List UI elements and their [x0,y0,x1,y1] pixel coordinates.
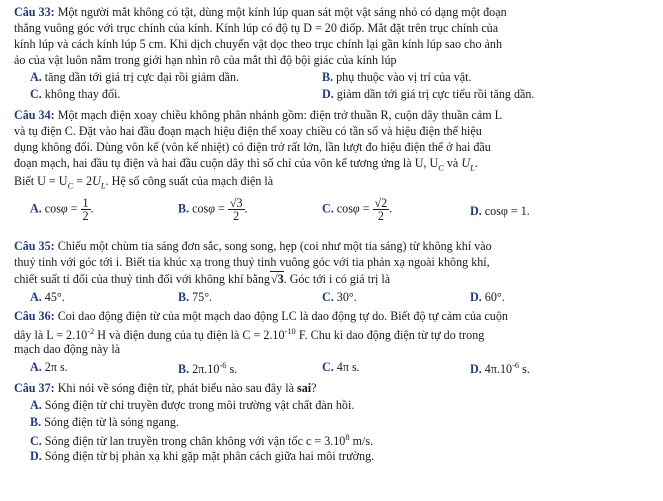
q33-line-1: Câu 33: Một người mắt không có tật, dùng một kính lúp quan sát một vật sáng nhỏ có dạng một đoạn [14,5,507,19]
q35-number: Câu 35: [14,239,55,253]
q33-line-4: ảo của vật luôn nằm trong giới hạn nhìn rõ của mắt thì độ bội giác của kính lúp [14,53,397,67]
q35-option-a[interactable]: A. 45°. [30,290,65,304]
q34-line-5: Biết $U = U_C = 2U_L$. Hệ số công suất của mạch điện là [14,174,274,191]
q34-line-4: đoạn mạch, hai đầu tụ điện và hai đầu cuộn dây thì số chỉ của vôn kế tương ứng là U, $U_C$ và $U_L$. [14,156,478,173]
q37-option-b[interactable]: B. Sóng điện từ là sóng ngang. [30,415,179,429]
q36-line-3: mạch dao động này là [14,342,121,356]
q35-option-b[interactable]: B. 75°. [178,290,213,304]
q37-option-c[interactable]: C. Sóng điện từ lan truyền trong chân không với vận tốc $c = 3.10^8$ m/s. [30,432,374,449]
q35-option-c[interactable]: C. 30°. [322,290,357,304]
q34-line-3: dụng không đổi. Dùng vôn kế (vôn kế nhiệt) có điện trở rất lớn, lần lượt đo hiệu điện thế ở hai đầu [14,140,491,154]
q36-option-b[interactable]: B. $2\pi.10^{-6}$ s. [178,360,238,377]
q35-option-d[interactable]: D. 60°. [470,290,505,304]
q37-stem: Câu 37: Khi nói về sóng điện từ, phát biểu nào sau đây là sai? [14,381,317,395]
q36-number: Câu 36: [14,309,55,323]
q37-number: Câu 37: [14,381,55,395]
q34-line-2: và tụ điện C. Đặt vào hai đầu đoạn mạch hiệu điện thế xoay chiều có tần số và hiệu điện thế hiệu [14,124,482,138]
q33-option-b[interactable]: B. phụ thuộc vào vị trí của vật. [322,70,472,84]
q33-option-d[interactable]: D. giảm dần tới giá trị cực tiểu rồi tăng dần. [322,87,535,101]
q36-line-1: Câu 36: Coi dao động điện từ của một mạch dao động LC là dao động tự do. Biết độ tự cảm của cuộn [14,309,508,323]
q33-line-2: thẳng vuông góc với trục chính của kính. Kính lúp có độ tụ D = 20 điốp. Mắt đặt trên trục chính của [14,21,499,35]
q35-line-3: chiết suất tỉ đối của thuỷ tinh đối với không khí bằng√3. Góc tới i có giá trị là [14,272,391,286]
q34-number: Câu 34: [14,108,55,122]
q34-option-d[interactable]: D. cosφ = 1. [470,204,530,218]
q34-option-c[interactable]: C. cosφ = $\frac{√2}{2}$ . [322,196,393,224]
q33-line-3: kính lúp và cách kính lúp 5 cm. Khi dịch chuyển vật dọc theo trục chính lại gần kính lúp sao cho ảnh [14,37,502,51]
q33-option-a[interactable]: A. tăng dần tới giá trị cực đại rồi giảm dần. [30,70,240,84]
q37-option-d[interactable]: D. Sóng điện từ bị phản xạ khi gặp mặt phân cách giữa hai môi trường. [30,449,375,463]
q34-option-a[interactable]: A. cosφ = $\frac{1}{2}$ . [30,196,94,224]
q36-line-2: dây là $L = 2.10^{-2}$ H và điện dung của tụ điện là $C = 2.10^{-10}$ F. Chu kì dao động điện từ tự do trong [14,326,485,343]
q33-option-c[interactable]: C. không thay đổi. [30,87,121,101]
q36-option-d[interactable]: D. $4\pi.10^{-6}$ s. [470,360,530,377]
q33-number: Câu 33: [14,5,55,19]
q34-line-1: Câu 34: Một mạch điện xoay chiều không phân nhánh gồm: điện trở thuần R, cuộn dây thuần cảm L [14,108,503,122]
q36-option-c[interactable]: C. 4π s. [322,360,360,374]
q35-line-1: Câu 35: Chiếu một chùm tia sáng đơn sắc, song song, hẹp (coi như một tia sáng) từ không khí vào [14,239,492,253]
q36-option-a[interactable]: A. 2π s. [30,360,68,374]
q35-line-2: thuỷ tinh với góc tới i. Biết tia khúc xạ trong thuỷ tinh vuông góc với tia phản xạ ngoài không khí, [14,255,490,269]
q34-option-b[interactable]: B. cosφ = $\frac{√3}{2}$ . [178,196,248,224]
q37-option-a[interactable]: A. Sóng điện từ chỉ truyền được trong môi trường vật chất đàn hồi. [30,398,355,412]
